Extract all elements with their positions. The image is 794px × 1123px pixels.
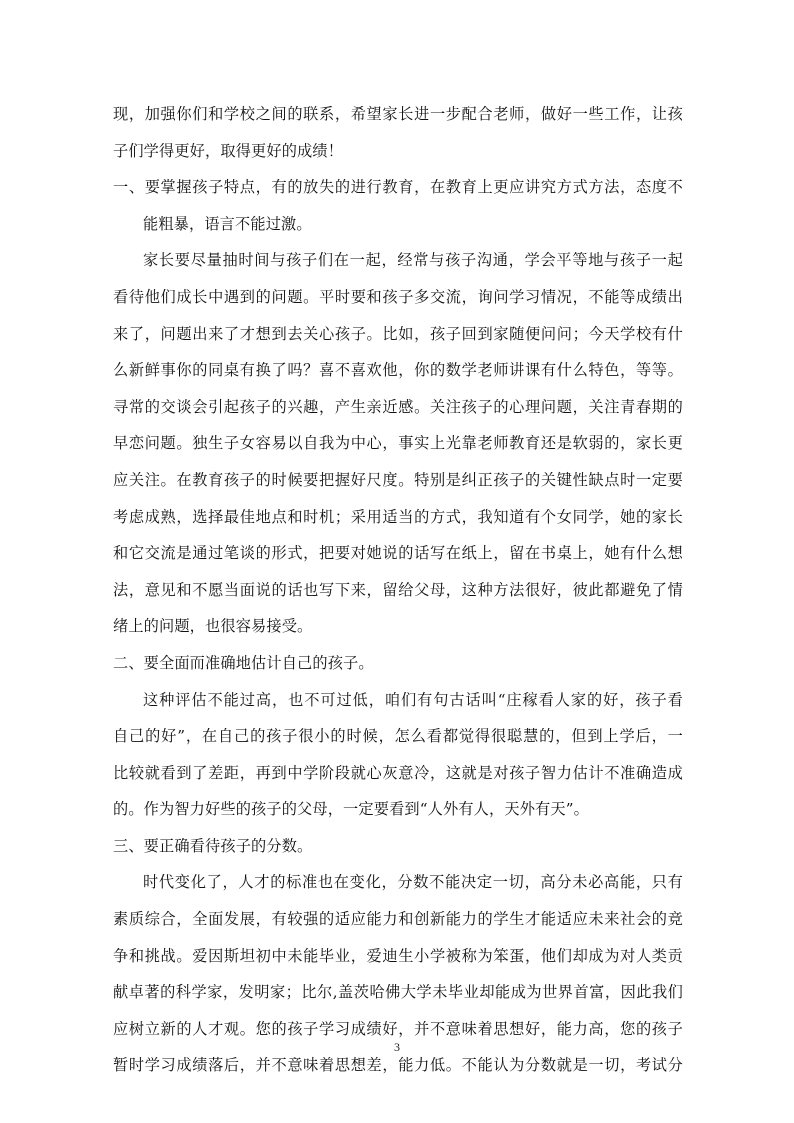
paragraph bbox=[113, 96, 683, 169]
text-line: 暂时学习成绩落后，并不意味着思想差，能力低。不能认为分数就是一切，考试分 bbox=[113, 1056, 683, 1075]
text-line: 能粗暴，语言不能过激。 bbox=[143, 214, 312, 233]
text-line: 来了，问题出来了才想到去关心孩子。比如，孩子回到家随便问问；今天学校有什 bbox=[113, 324, 683, 343]
text-line: 的。作为智力好些的孩子的父母，一定要看到“人外有人，天外有天”。 bbox=[113, 800, 589, 819]
paragraph bbox=[113, 645, 683, 682]
paragraph bbox=[113, 682, 683, 828]
document-body bbox=[113, 96, 683, 1084]
text-line: 么新鲜事你的同桌有换了吗？喜不喜欢他，你的数学老师讲课有什么特色，等等。 bbox=[113, 361, 683, 380]
text-line: 二、要全面而准确地估计自己的孩子。 bbox=[113, 653, 374, 672]
text-line: 这种评估不能过高，也不可过低，咱们有句古话叫“庄稼看人家的好，孩子看 bbox=[143, 690, 683, 709]
text-line: 早恋问题。独生子女容易以自我为中心，事实上光靠老师教育还是软弱的，家长更 bbox=[113, 434, 683, 453]
text-line: 现，加强你们和学校之间的联系，希望家长进一步配合老师，做好一些工作，让孩 bbox=[113, 105, 683, 123]
text-line: 时代变化了，人才的标准也在变化，分数不能决定一切，高分未必高能，只有 bbox=[143, 873, 683, 892]
text-line: 比较就看到了差距，再到中学阶段就心灰意冷，这就是对孩子智力估计不准确造成 bbox=[113, 763, 683, 782]
paragraph bbox=[113, 169, 683, 242]
text-line: 献卓著的科学家，发明家；比尔,盖茨哈佛大学未毕业却能成为世界首富，因此我们 bbox=[113, 983, 683, 1002]
text-line: 应关注。在教育孩子的时候要把握好尺度。特别是纠正孩子的关键性缺点时一定要 bbox=[113, 470, 683, 489]
text-line: 家长要尽量抽时间与孩子们在一起，经常与孩子沟通，学会平等地与孩子一起 bbox=[143, 251, 683, 270]
text-line: 子们学得更好，取得更好的成绩！ bbox=[113, 141, 344, 160]
text-line: 法，意见和不愿当面说的话也写下来，留给父母，这种方法很好，彼此都避免了情 bbox=[113, 580, 683, 599]
text-line: 绪上的问题，也很容易接受。 bbox=[113, 617, 313, 636]
text-line: 看待他们成长中遇到的问题。平时要和孩子多交流，询问学习情况，不能等成绩出 bbox=[113, 287, 683, 306]
page-number: 3 bbox=[394, 1040, 400, 1054]
text-line: 三、要正确看待孩子的分数。 bbox=[113, 836, 313, 855]
paragraph bbox=[113, 828, 683, 865]
text-line: 寻常的交谈会引起孩子的兴趣，产生亲近感。关注孩子的心理问题，关注青春期的 bbox=[113, 397, 683, 416]
text-line: 素质综合，全面发展，有较强的适应能力和创新能力的学生才能适应未来社会的竞 bbox=[113, 910, 683, 929]
text-line: 自己的好”，在自己的孩子很小的时候，怎么看都觉得很聪慧的，但到上学后，一 bbox=[113, 727, 683, 746]
text-line: 和它交流是通过笔谈的形式，把要对她说的话写在纸上，留在书桌上，她有什么想 bbox=[113, 544, 683, 563]
text-line: 争和挑战。爱因斯坦初中未能毕业，爱迪生小学被称为笨蛋，他们却成为对人类贡 bbox=[113, 946, 683, 965]
text-line: 一、要掌握孩子特点，有的放失的进行教育，在教育上更应讲究方式方法，态度不 bbox=[113, 178, 683, 197]
text-line: 应树立新的人才观。您的孩子学习成绩好，并不意味着思想好，能力高，您的孩子 bbox=[113, 1019, 683, 1038]
text-line: 考虑成熟，选择最佳地点和时机；采用适当的方式，我知道有个女同学，她的家长 bbox=[113, 507, 683, 526]
paragraph bbox=[113, 242, 683, 645]
